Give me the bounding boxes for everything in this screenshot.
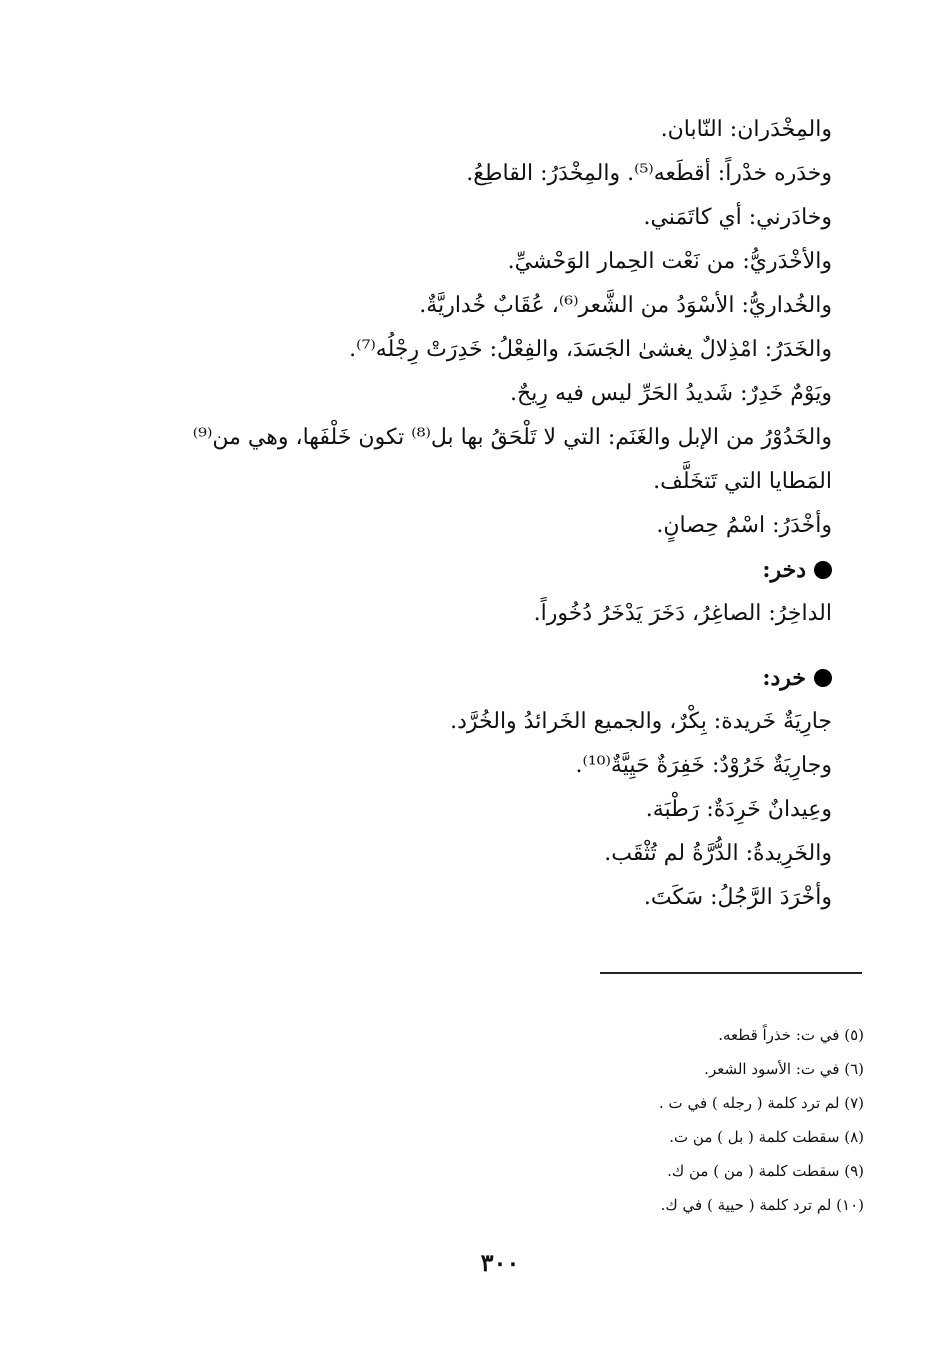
section-heading-text: دخر: xyxy=(762,557,806,583)
entry-line: والخَدَرُ: امْذِلالٌ يغشىٰ الجَسَدَ، والفِعْلُ: خَدِرَتْ رِجْلُه⁽⁷⁾. xyxy=(349,337,832,362)
entry-line: والخُداريُّ: الأسْوَدُ من الشَّعر⁽⁶⁾، عُقَابٌ خُداريَّةٌ. xyxy=(419,293,832,318)
page-number: ٣٠٠ xyxy=(480,1248,520,1277)
main-text xyxy=(120,108,832,920)
entry-line: وجارِيَةٌ خَرُوْدٌ: خَفِرَةٌ حَيِيَّةٌ⁽¹⁰⁾. xyxy=(575,753,832,778)
entry-line: الداخِرُ: الصاغِرُ، دَخَرَ يَدْخَرُ دُخُوراً. xyxy=(533,601,832,626)
entry-line-continuation: المَطايا التي تَتخَلَّف. xyxy=(653,469,832,494)
bullet-icon xyxy=(814,669,832,687)
footnote: (٥) في ت: خذراً قطعه. xyxy=(718,1026,864,1044)
entry-line: وأخْدَرُ: اسْمُ حِصانٍ. xyxy=(656,513,832,538)
section-heading-dakhr xyxy=(120,548,832,592)
footnote: (٨) سقطت كلمة ( بل ) من ت. xyxy=(669,1128,864,1146)
entry-line: والخَرِيدةُ: الدُّرَّةُ لم تُثْقَب. xyxy=(604,841,832,866)
entry-line: والخَدُوْرُ من الإبل والغَنَم: التي لا تَلْحَقُ بها بل⁽⁸⁾ تكون خَلْفَها، وهي من⁽⁹⁾ xyxy=(192,425,832,450)
entry-line: جارِيَةٌ خَريدة: بِكْرٌ، والجميع الخَرائدُ والخُرَّد. xyxy=(450,709,832,734)
section-heading-text: خرد: xyxy=(762,665,806,691)
footnote: (٦) في ت: الأسود الشعر. xyxy=(704,1060,864,1078)
footnote: (١٠) لم ترد كلمة ( حيية ) في ك. xyxy=(660,1196,864,1214)
entry-line: والمِخْدَران: النّابان. xyxy=(660,117,832,142)
entry-line: ويَوْمٌ خَدِرٌ: شَديدُ الحَرِّ ليس فيه رِيحٌ. xyxy=(510,381,832,406)
footnotes xyxy=(560,1018,864,1222)
footnote: (٩) سقطت كلمة ( من ) من ك. xyxy=(667,1162,864,1180)
footnote-separator xyxy=(600,972,862,974)
footnote: (٧) لم ترد كلمة ( رجله ) في ت . xyxy=(659,1094,864,1112)
entry-line: والأخْدَريُّ: من نَعْت الحِمار الوَحْشيِّ. xyxy=(507,249,832,274)
bullet-icon xyxy=(814,561,832,579)
section-heading-kharad xyxy=(120,656,832,700)
entry-line: وخدَره خدْراً: أقطَعه⁽⁵⁾. والمِخْدَرُ: القاطِعُ. xyxy=(466,161,832,186)
entry-line: وأخْرَدَ الرَّجُلُ: سَكَتَ. xyxy=(643,885,832,910)
entry-line: وخادَرني: أي كاتَمَني. xyxy=(643,205,832,230)
entry-line: وعِيدانٌ خَرِدَةٌ: رَطْبَة. xyxy=(645,797,832,822)
